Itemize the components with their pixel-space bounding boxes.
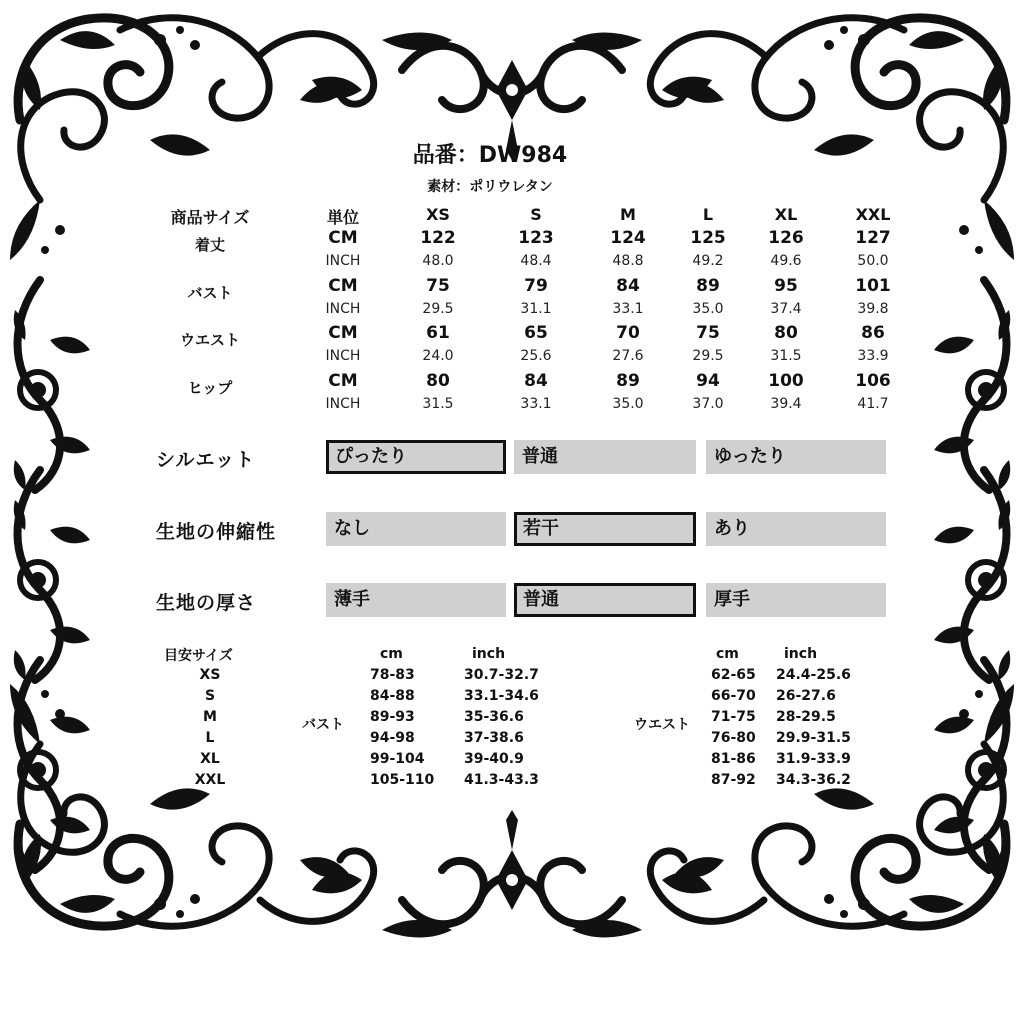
cm-value: 80 xyxy=(774,323,798,343)
inch-value: 27.6 xyxy=(612,348,644,364)
cm-value: 124 xyxy=(610,228,646,248)
inch-value: 29.5 xyxy=(692,348,724,364)
cm-value: 126 xyxy=(768,228,804,248)
size-header: M xyxy=(620,205,636,224)
inch-value: 25.6 xyxy=(520,348,552,364)
unit-cm: CM xyxy=(328,370,358,391)
guide-bust-cm: 99-104 xyxy=(370,751,425,767)
guide-size-label: XL xyxy=(200,751,220,767)
guide-waist-cm: 71-75 xyxy=(711,709,756,725)
cm-value: 75 xyxy=(426,275,450,296)
guide-size-label: L xyxy=(205,730,215,746)
guide-size-label: XS xyxy=(199,667,221,683)
inch-value: 31.5 xyxy=(422,395,454,412)
inch-value: 39.8 xyxy=(857,300,889,317)
guide-size-label: XXL xyxy=(194,772,226,788)
inch-value: 48.0 xyxy=(422,253,454,269)
attribute-option-selected: ぴったり xyxy=(326,440,506,474)
attribute-option: あり xyxy=(706,512,886,546)
attribute-option: ゆったり xyxy=(706,440,886,474)
unit-inch: INCH xyxy=(325,395,361,412)
size-header: S xyxy=(530,205,542,224)
cm-value: 61 xyxy=(426,323,450,343)
cm-value: 84 xyxy=(616,275,640,296)
inch-value: 35.0 xyxy=(612,395,644,412)
guide-bust-cm: 105-110 xyxy=(370,772,435,788)
inch-value: 49.6 xyxy=(770,253,802,269)
unit-cm: CM xyxy=(328,228,358,248)
guide-waist-cm-header: cm xyxy=(716,646,739,662)
inch-value: 33.9 xyxy=(857,348,889,364)
cm-value: 86 xyxy=(861,323,885,343)
unit-inch: INCH xyxy=(325,300,361,317)
cm-value: 84 xyxy=(524,370,548,391)
guide-bust-inch: 35-36.6 xyxy=(464,709,524,725)
inch-value: 37.4 xyxy=(770,300,802,317)
attribute-label: 生地の厚さ xyxy=(156,592,257,614)
guide-waist-cm: 62-65 xyxy=(711,667,756,683)
size-header: XS xyxy=(426,205,450,224)
guide-bust-inch: 30.7-32.7 xyxy=(464,667,539,683)
unit-inch: INCH xyxy=(325,348,361,364)
guide-bust-inch: 33.1-34.6 xyxy=(464,688,539,704)
guide-bust-cm: 94-98 xyxy=(370,730,415,746)
cm-value: 122 xyxy=(420,228,456,248)
guide-bust-cm: 78-83 xyxy=(370,667,415,683)
inch-value: 37.0 xyxy=(692,395,724,412)
guide-waist-label: ウエスト xyxy=(634,717,690,733)
guide-waist-inch: 28-29.5 xyxy=(776,709,836,725)
cm-value: 65 xyxy=(524,323,548,343)
cm-value: 125 xyxy=(690,228,726,248)
cm-value: 89 xyxy=(616,370,640,391)
inch-value: 29.5 xyxy=(422,300,454,317)
guide-waist-inch: 29.9-31.5 xyxy=(776,730,851,746)
guide-waist-cm: 66-70 xyxy=(711,688,756,704)
inch-value: 31.1 xyxy=(520,300,552,317)
measurement-label: ヒップ xyxy=(187,378,233,397)
guide-bust-cm: 84-88 xyxy=(370,688,415,704)
cm-value: 127 xyxy=(855,228,891,248)
attribute-option: なし xyxy=(326,512,506,546)
inch-value: 41.7 xyxy=(857,395,889,412)
inch-value: 39.4 xyxy=(770,395,802,412)
inch-value: 24.0 xyxy=(422,348,454,364)
guide-size-label: M xyxy=(203,709,217,725)
attribute-option: 厚手 xyxy=(706,583,886,617)
cm-value: 79 xyxy=(524,275,548,296)
product-code-title: 品番：DW984 xyxy=(412,143,568,168)
guide-waist-inch: 26-27.6 xyxy=(776,688,836,704)
inch-value: 31.5 xyxy=(770,348,802,364)
cm-value: 101 xyxy=(855,275,891,296)
attribute-option-selected: 若干 xyxy=(514,512,696,546)
guide-title: 目安サイズ xyxy=(164,648,233,664)
size-header: XXL xyxy=(855,205,891,224)
cm-value: 89 xyxy=(696,275,720,296)
unit-cm: CM xyxy=(328,275,358,296)
cm-value: 70 xyxy=(616,323,640,343)
unit-inch: INCH xyxy=(325,253,361,269)
guide-bust-label: バスト xyxy=(302,717,344,733)
attribute-option: 普通 xyxy=(514,440,696,474)
inch-value: 48.4 xyxy=(520,253,552,269)
cm-value: 95 xyxy=(774,275,798,296)
guide-bust-inch-header: inch xyxy=(472,646,506,662)
inch-value: 33.1 xyxy=(520,395,552,412)
guide-waist-cm: 76-80 xyxy=(711,730,756,746)
guide-waist-cm: 87-92 xyxy=(711,772,756,788)
cm-value: 75 xyxy=(696,323,720,343)
guide-bust-cm-header: cm xyxy=(380,646,403,662)
cm-value: 123 xyxy=(518,228,554,248)
inch-value: 50.0 xyxy=(857,253,889,269)
guide-size-label: S xyxy=(204,688,216,704)
material-label: 素材：ポリウレタン xyxy=(427,179,553,195)
size-table-corner-label: 商品サイズ xyxy=(170,208,250,227)
size-header: XL xyxy=(774,205,798,224)
attribute-option-selected: 普通 xyxy=(514,583,696,617)
guide-bust-inch: 41.3-43.3 xyxy=(464,772,539,788)
guide-bust-cm: 89-93 xyxy=(370,709,415,725)
cm-value: 80 xyxy=(426,370,450,391)
cm-value: 106 xyxy=(855,370,891,391)
size-header: L xyxy=(702,205,714,224)
guide-waist-cm: 81-86 xyxy=(711,751,756,767)
guide-waist-inch: 24.4-25.6 xyxy=(776,667,851,683)
unit-header: 単位 xyxy=(326,208,360,227)
attribute-option: 薄手 xyxy=(326,583,506,617)
unit-cm: CM xyxy=(328,323,358,343)
guide-waist-inch: 31.9-33.9 xyxy=(776,751,851,767)
inch-value: 49.2 xyxy=(692,253,724,269)
inch-value: 48.8 xyxy=(612,253,644,269)
measurement-label: バスト xyxy=(187,283,233,302)
measurement-label: 着丈 xyxy=(194,236,226,254)
guide-waist-inch: 34.3-36.2 xyxy=(776,772,851,788)
cm-value: 100 xyxy=(768,370,804,391)
guide-bust-inch: 37-38.6 xyxy=(464,730,524,746)
inch-value: 35.0 xyxy=(692,300,724,317)
measurement-label: ウエスト xyxy=(179,331,241,349)
guide-bust-inch: 39-40.9 xyxy=(464,751,524,767)
attribute-label: シルエット xyxy=(156,449,256,471)
guide-waist-inch-header: inch xyxy=(784,646,818,662)
inch-value: 33.1 xyxy=(612,300,644,317)
cm-value: 94 xyxy=(696,370,720,391)
attribute-label: 生地の伸縮性 xyxy=(156,521,277,543)
